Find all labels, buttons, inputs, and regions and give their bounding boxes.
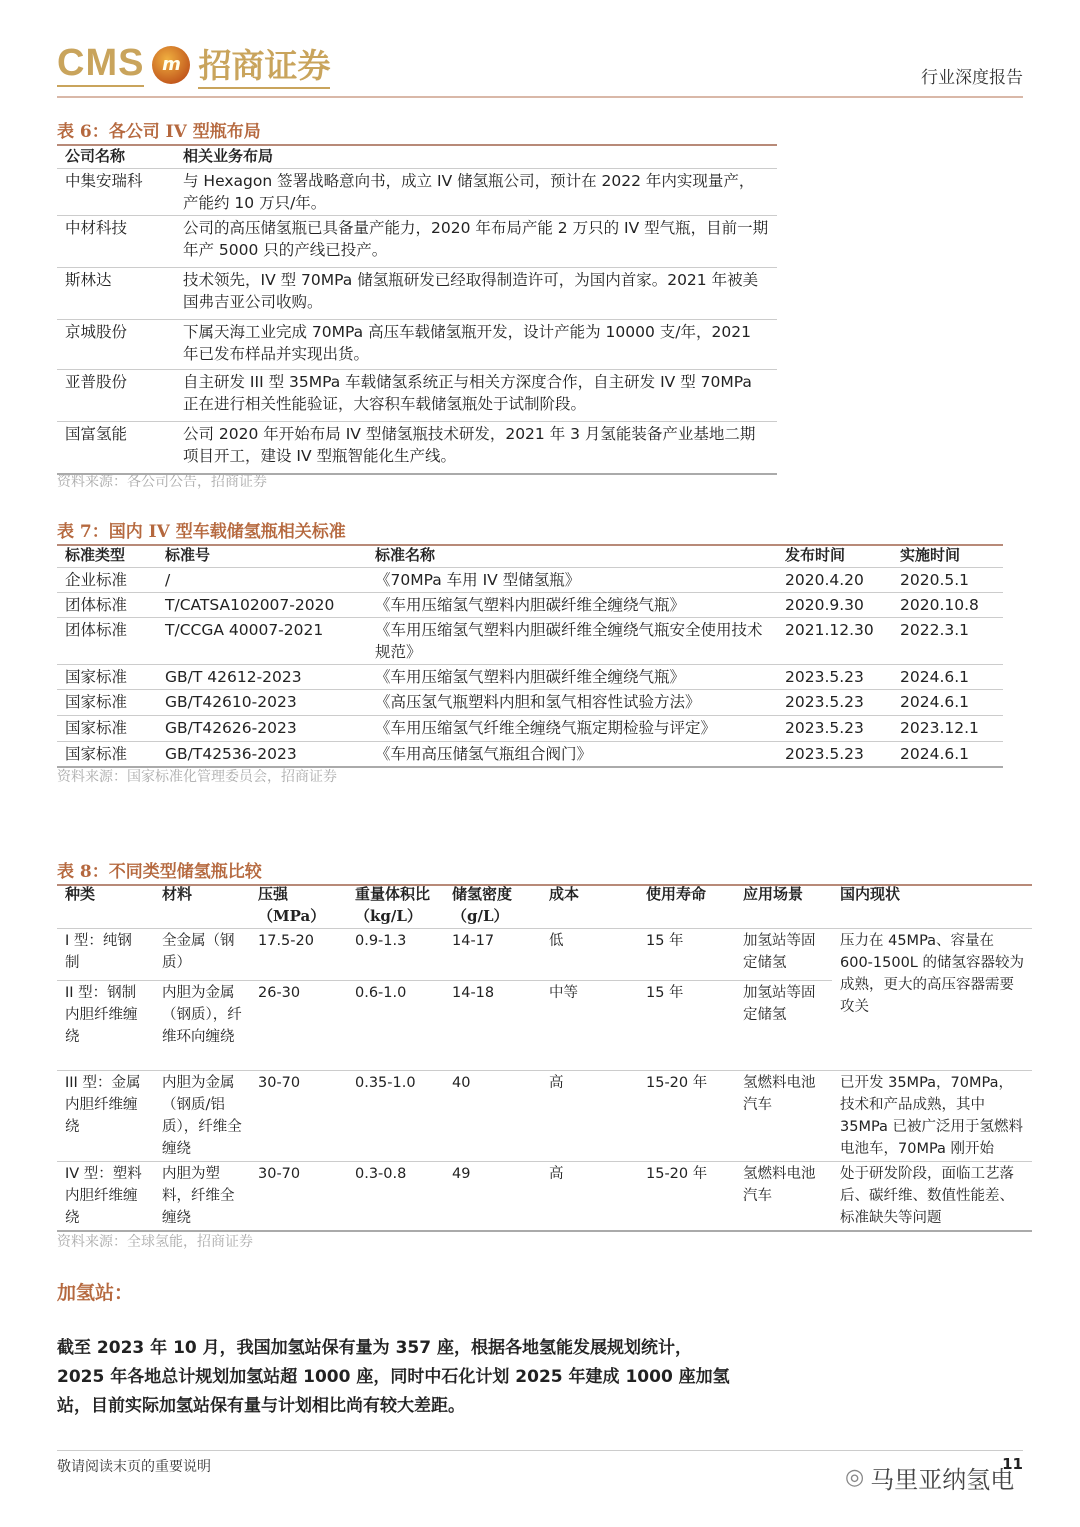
table6-title: 表 6：各公司 IV 型瓶布局 [57, 117, 777, 146]
column-header: 成本 [541, 882, 638, 929]
table-row [57, 1162, 1032, 1232]
column-header: 标准类型 [57, 543, 157, 568]
table-cell: 国富氢能 [57, 422, 175, 474]
table-cell: 2024.6.1 [892, 690, 1003, 716]
section-title: 加氢站： [57, 1282, 134, 1304]
table-cell: 中等 [541, 981, 638, 1071]
table-cell: 全金属（钢质） [162, 933, 235, 971]
table-cell: 0.6-1.0 [347, 981, 444, 1071]
table-row [57, 216, 777, 268]
table-cell: 企业标准 [65, 571, 128, 589]
table6-source: 资料来源：各公司公告，招商证券 [57, 474, 267, 490]
table-row [57, 370, 777, 422]
table-cell: 15-20 年 [638, 1071, 735, 1162]
table-cell: 自主研发 III 型 35MPa 车载储氢系统正与相关方深度合作，自主研发 IV 型 70MPa 正在进行相关性能验证，大容积车载储氢瓶处于试制阶段。 [175, 370, 777, 422]
column-header: 种类 [57, 882, 154, 929]
table-cell: 团体标准 [57, 618, 157, 665]
header-divider [57, 96, 1023, 98]
table-cell: 高 [541, 1071, 638, 1162]
column-header: 公司名称 [57, 144, 175, 169]
table-cell: 2020.9.30 [777, 593, 892, 618]
table-cell: 2023.5.23 [777, 690, 892, 716]
table-cell: 技术领先，IV 型 70MPa 储氢瓶研发已经取得制造许可，为国内首家。2021 年被美国弗吉亚公司收购。 [175, 268, 777, 320]
table-cell: 2021.12.30 [777, 618, 892, 665]
column-header: 国内现状 [832, 882, 1032, 929]
table-cell: 0.3-0.8 [347, 1162, 444, 1232]
table-cell: 2020.5.1 [900, 571, 970, 589]
watermark [845, 1460, 1014, 1495]
column-header: 应用场景 [735, 882, 832, 929]
table-cell: 公司的高压储氢瓶已具备量产能力，2020 年布局产能 2 万只的 IV 型气瓶，目前一期年产 5000 只的产线已投产。 [175, 216, 777, 268]
table-cell: 氢燃料电池汽车 [735, 1071, 832, 1162]
table7 [57, 543, 1003, 768]
table-cell: T/CATSA102007-2020 [157, 593, 367, 618]
table-cell: 国家标准 [57, 665, 157, 690]
table-row [57, 593, 1003, 618]
table-cell: 国家标准 [57, 716, 157, 742]
table-cell: III 型：金属内胆纤维缠绕 [57, 1071, 154, 1162]
table-cell: 公司 2020 年开始布局 IV 型储氢瓶技术研发，2021 年 3 月氢能装备产业基地二期项目开工，建设 IV 型瓶智能化生产线。 [175, 422, 777, 474]
table-cell: 15 年 [638, 981, 735, 1071]
table-cell: 2023.5.23 [777, 716, 892, 742]
table-cell: 加氢站等固定储氢 [735, 981, 832, 1071]
table-cell: 高 [541, 1162, 638, 1232]
table-cell: 《70MPa 车用 IV 型储氢瓶》 [375, 571, 581, 589]
table-cell: 低 [549, 933, 564, 949]
wechat-icon: ◎ [845, 1465, 865, 1490]
table-cell: 《车用压缩氢气纤维全缠绕气瓶定期检验与评定》 [367, 716, 777, 742]
table-cell: GB/T42610-2023 [157, 690, 367, 716]
column-header: 储氢密度（g/L） [444, 882, 541, 929]
table-row [57, 929, 1032, 981]
table-cell: 40 [444, 1071, 541, 1162]
column-header: 使用寿命 [638, 882, 735, 929]
table8-title: 表 8：不同类型储氢瓶比较 [57, 857, 1032, 886]
table-row [57, 742, 1003, 768]
table-cell: 49 [444, 1162, 541, 1232]
table-cell: I 型：纯钢制 [65, 933, 132, 971]
table-row [57, 716, 1003, 742]
table-cell: 0.35-1.0 [347, 1071, 444, 1162]
table8-source: 资料来源：全球氢能，招商证券 [57, 1234, 253, 1250]
table-row [57, 618, 1003, 665]
table-cell: 已开发 35MPa，70MPa，技术和产品成熟，其中 35MPa 已被广泛用于氢燃料电池车，70MPa 刚开始 [832, 1071, 1032, 1162]
section-paragraph: 截至 2023 年 10 月，我国加氢站保有量为 357 座，根据各地氢能发展规划统计，2025 年各地总计规划加氢站超 1000 座，同时中石化计划 2025 年建成 1000 座加氢站，目前实际加氢站保有量与计划相比尚有较大差距。 [57, 1338, 730, 1416]
page-number: 11 [1002, 1455, 1023, 1473]
table-cell: 15-20 年 [638, 1162, 735, 1232]
table-row [57, 690, 1003, 716]
table-cell: 中集安瑞科 [65, 172, 143, 190]
table-cell: 与 Hexagon 签署战略意向书，成立 IV 储氢瓶公司，预计在 2022 年内实现量产，产能约 10 万只/年。 [183, 172, 755, 212]
table-row [57, 422, 777, 474]
table-row [57, 1071, 1032, 1162]
table-cell: 《车用压缩氢气塑料内胆碳纤维全缠绕气瓶安全使用技术规范》 [367, 618, 777, 665]
table-cell: 处于研发阶段，面临工艺落后、碳纤维、数值性能差、标准缺失等问题 [832, 1162, 1032, 1232]
table-cell: 2023.5.23 [777, 742, 892, 768]
table-cell: / [165, 571, 171, 589]
column-header: 标准名称 [367, 543, 777, 568]
table-cell: II 型：钢制内胆纤维缠绕 [57, 981, 154, 1071]
table-cell: 《车用压缩氢气塑料内胆碳纤维全缠绕气瓶》 [367, 665, 777, 690]
table-cell: GB/T42536-2023 [157, 742, 367, 768]
table7-source: 资料来源：国家标准化管理委员会，招商证券 [57, 769, 337, 785]
logo-emblem-icon: m [152, 46, 190, 84]
column-header: 发布时间 [777, 543, 892, 568]
table-cell: 2024.6.1 [892, 665, 1003, 690]
table-cell: 氢燃料电池汽车 [735, 1162, 832, 1232]
table-cell: 国家标准 [57, 690, 157, 716]
table-cell: 30-70 [250, 1071, 347, 1162]
table-cell: 2022.3.1 [892, 618, 1003, 665]
table-cell: 《高压氢气瓶塑料内胆和氢气相容性试验方法》 [367, 690, 777, 716]
table-cell: 内胆为金属（钢质），纤维环向缠绕 [154, 981, 250, 1071]
table-cell: 2023.12.1 [892, 716, 1003, 742]
table-cell: 0.9-1.3 [355, 933, 407, 949]
table-row [57, 320, 777, 370]
table-row [57, 665, 1003, 690]
table-cell: 《车用压缩氢气塑料内胆碳纤维全缠绕气瓶》 [367, 593, 777, 618]
table-cell: 中材科技 [57, 216, 175, 268]
table-cell: 14-18 [444, 981, 541, 1071]
table-cell: IV 型：塑料内胆纤维缠绕 [57, 1162, 154, 1232]
table8 [57, 882, 1032, 1232]
table-cell: 《车用高压储氢气瓶组合阀门》 [367, 742, 777, 768]
table-cell: 30-70 [250, 1162, 347, 1232]
table-cell: 加氢站等固定储氢 [743, 933, 816, 971]
column-header: 材料 [154, 882, 250, 929]
table-cell: 2023.5.23 [777, 665, 892, 690]
table-row [57, 169, 777, 216]
table-cell: 亚普股份 [57, 370, 175, 422]
table-cell: 内胆为金属（钢质/铝质），纤维全缠绕 [154, 1071, 250, 1162]
column-header: 重量体积比（kg/L） [347, 882, 444, 929]
table-cell: 2024.6.1 [892, 742, 1003, 768]
footer-disclaimer: 敬请阅读末页的重要说明 [57, 1450, 1023, 1476]
column-header: 压强（MPa） [250, 882, 347, 929]
column-header: 标准号 [157, 543, 367, 568]
table-row [57, 568, 1003, 593]
table6 [57, 144, 777, 475]
table7-title: 表 7：国内 IV 型车载储氢瓶相关标准 [57, 517, 1003, 546]
table-cell: 斯林达 [57, 268, 175, 320]
table-cell: 下属天海工业完成 70MPa 高压车载储氢瓶开发，设计产能为 10000 支/年，2021 年已发布样品并实现出货。 [175, 320, 777, 370]
table-cell: 2020.10.8 [892, 593, 1003, 618]
table-row [57, 268, 777, 320]
watermark-text: 马里亚纳氢电 [870, 1466, 1015, 1494]
table-cell: GB/T 42612-2023 [157, 665, 367, 690]
table-cell: 内胆为塑料，纤维全缠绕 [154, 1162, 250, 1232]
table-cell: 团体标准 [57, 593, 157, 618]
table-cell: 京城股份 [57, 320, 175, 370]
table-cell: GB/T42626-2023 [157, 716, 367, 742]
table-cell: 26-30 [250, 981, 347, 1071]
table-cell: T/CCGA 40007-2021 [157, 618, 367, 665]
table-cell: 2020.4.20 [785, 571, 864, 589]
table-cell: 15 年 [646, 933, 684, 949]
table-cell: 国家标准 [57, 742, 157, 768]
table-cell: 压力在 45MPa、容量在 600-1500L 的储氢容器较为成熟，更大的高压容器需要攻关 [840, 933, 1024, 1015]
report-type: 行业深度报告 [921, 68, 1023, 88]
cms-logo: CMS m 招商证券 [57, 40, 330, 89]
column-header: 实施时间 [892, 543, 1003, 568]
column-header: 相关业务布局 [175, 144, 777, 169]
table-cell: 17.5-20 [258, 933, 314, 949]
table-cell: 14-17 [452, 933, 495, 949]
